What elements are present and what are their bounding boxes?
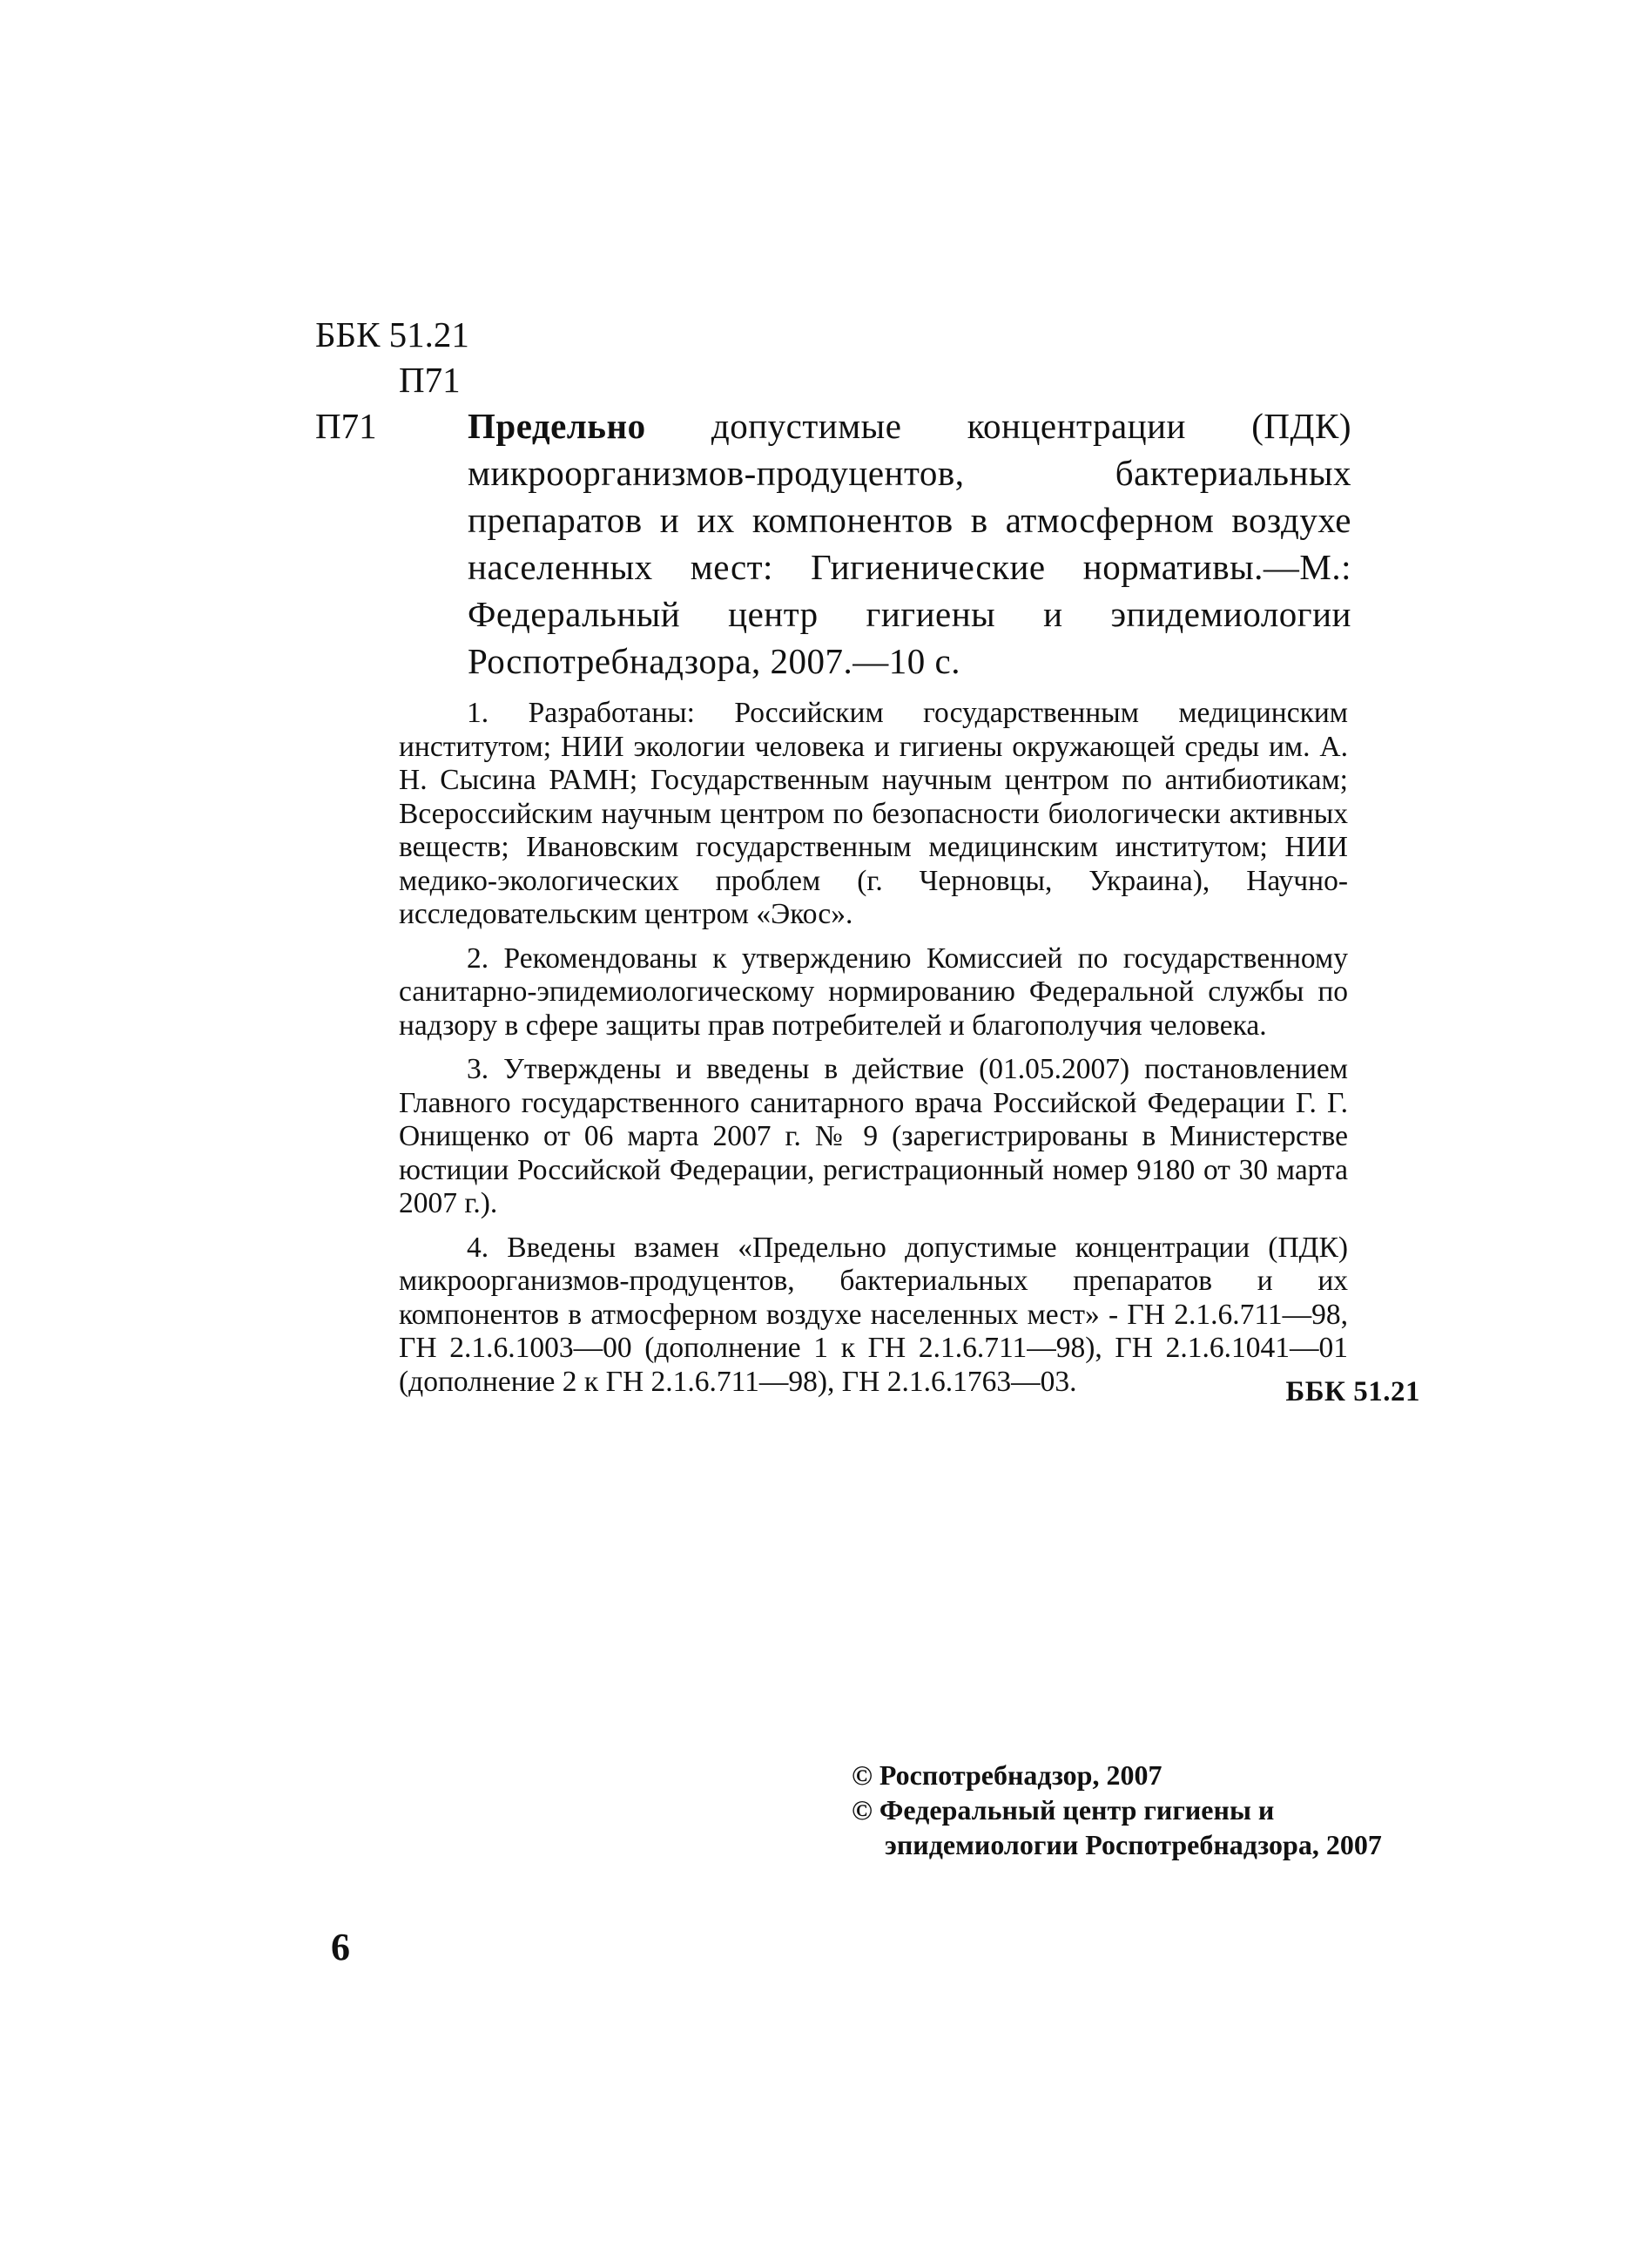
entry-description [468,402,1351,685]
bbk-index-block [315,312,469,402]
copyright-block [852,1758,1382,1862]
note-replaces: 4. Введены взамен «Предельно допустимые концентрации (ПДК) микроорганизмов-продуцентов, бактериальных препаратов и их компонентов в атмосферном воздухе населенных мест» - ГН 2.1.6.711—98, ГН 2.1.6.1003—00 (дополнение 1 к ГН 2.1.6.711—98), ГН 2.1.6.1041—01 (дополнение 2 к ГН 2.1.6.711—98), ГН 2.1.6.1763—03. [399,1231,1348,1398]
bbk-author-mark: П71 [399,360,461,400]
entry-title-bold: Предельно [468,406,646,446]
bbk-code: ББК 51.21 [315,314,469,354]
copyright-line-2: © Федеральный центр гигиены и [852,1794,1275,1826]
copyright-line-3: эпидемиологии Роспотребнадзора, 2007 [885,1829,1382,1860]
bbk-index-bottom: ББК 51.21 [1285,1376,1420,1407]
entry-title-rest: допустимые концентрации (ПДК) микроорганизмов-продуцентов, бактериальных препаратов и их компонентов в атмосферном воздухе населенных мест: Гигиенические нормативы.—М.: Федеральный центр гигиены и эпидемиологии Роспотребнадзора, 2007.—10 с. [468,406,1351,681]
note-developers: 1. Разработаны: Российским государственным медицинским институтом; НИИ экологии человека и гигиены окружающей среды им. А. Н. Сысина РАМН; Государственным научным центром по антибиотикам; Всероссийским научным центром по безопасности биологически активных веществ; Ивановским государственным медицинским институтом; НИИ медико-экологических проблем (г. Черновцы, Украина), Научно-исследовательским центром «Экос». [399,697,1348,930]
bibliographic-entry [315,402,1351,685]
entry-author-mark: П71 [315,406,377,446]
page-number: 6 [331,1926,350,1968]
note-recommended: 2. Рекомендованы к утверждению Комиссией по государственному санитарно-эпидемиологическому нормированию Федеральной службы по надзору в сфере защиты прав потребителей и благополучия человека. [399,942,1348,1042]
publication-notes [399,697,1348,1409]
copyright-line-1: © Роспотребнадзор, 2007 [852,1759,1162,1791]
note-approved: 3. Утверждены и введены в действие (01.05.2007) постановлением Главного государственного санитарного врача Российской Федерации Г. Г. Онищенко от 06 марта 2007 г. № 9 (зарегистрированы в Министерстве юстиции Российской Федерации, регистрационный номер 9180 от 30 марта 2007 г.). [399,1053,1348,1219]
